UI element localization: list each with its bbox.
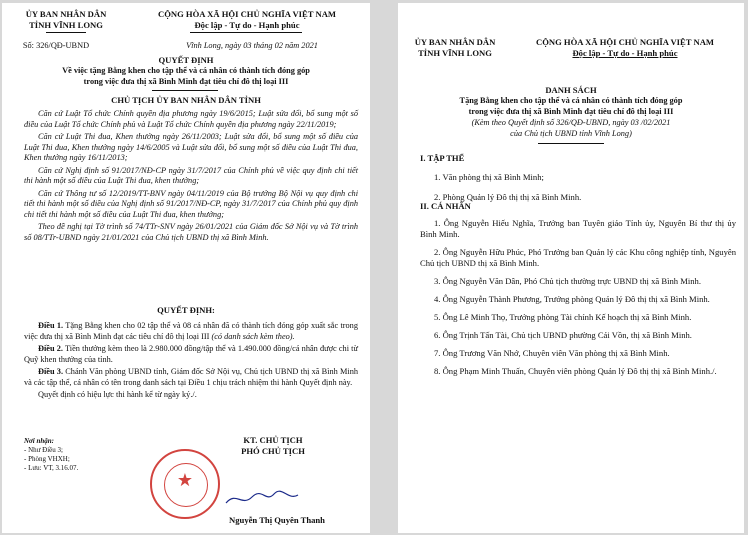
basis-3: Căn cứ Nghị định số 91/2017/NĐ-CP ngày 31/7/2017 của Chính phủ về việc quy định chi tiết thi hành một số điều của Luật Thi đua, khen thưởng; — [24, 165, 358, 185]
individual-7: 7. Ông Trương Văn Nhớ, Chuyên viên Văn phòng thị xã Bình Minh. — [434, 348, 670, 358]
recipient-1: - Như Điều 3; — [24, 446, 63, 454]
article-1-text: Tặng Bằng khen cho 02 tập thể và 08 cá nhân đã có thành tích đóng góp xuất sắc trong việc đưa thị xã Bình Minh đạt các tiêu chí đô thị loại III — [24, 321, 358, 341]
article-3-text: Chánh Văn phòng UBND tỉnh, Giám đốc Sở Nội vụ, Chủ tịch UBND thị xã Bình Minh và các tập thể, cá nhân có tên trong danh sách tại Điều 1 chịu trách nhiệm thi hành Quyết định này. — [24, 367, 358, 387]
collective-1: 1. Văn phòng thị xã Bình Minh; — [434, 172, 544, 182]
list-title: DANH SÁCH — [545, 85, 597, 95]
basis-1: Căn cứ Luật Tổ chức Chính quyền địa phương ngày 19/6/2015; Luật sửa đổi, bổ sung một số điều của Luật Tổ chức Chính phủ và Luật Tổ chức Chính quyền địa phương ngày 22/11/2019; — [24, 109, 358, 129]
decides-heading: QUYẾT ĐỊNH: — [157, 305, 215, 315]
agency-header — [6, 9, 126, 31]
nation-line2: Độc lập - Tự do - Hạnh phúc — [194, 20, 300, 30]
individual-8: 8. Ông Phạm Minh Thuấn, Chuyên viên phòng Quản lý Đô thị thị xã Bình Minh./. — [434, 366, 717, 376]
basis-4: Căn cứ Thông tư số 12/2019/TT-BNV ngày 04/11/2019 của Bộ trưởng Bộ Nội vụ quy định chi tiết thi hành một số điều của Nghị định số 91/2017/NĐ-CP, ngày 31/7/2017 của Chính phủ quy định chi tiết thi hành một số điều của Luật Thi đua, khen thưởng; — [24, 188, 358, 219]
individual-2: 2. Ông Nguyễn Hữu Phúc, Phó Trưởng ban Quản lý các Khu công nghiệp tỉnh, Nguyên Chủ tịch UBND thị xã Bình Minh. — [420, 247, 736, 268]
basis-2: Căn cứ Luật Thi đua, Khen thưởng ngày 26/11/2003; Luật sửa đổi, bổ sung một số điều của Luật Thi đua, Khen thưởng ngày 14/6/2005 và Luật sửa đổi, bổ sung một số điều của Luật Thi đua, Khen thưởng ngày 16/11/2013; — [24, 132, 358, 162]
recipient-2: - Phòng VHXH; — [24, 455, 70, 463]
recipients — [24, 437, 144, 473]
effect-clause: Quyết định có hiệu lực thi hành kể từ ngày ký./. — [38, 390, 197, 399]
decision-page — [2, 3, 370, 533]
individuals-section — [420, 201, 736, 377]
article-1 — [24, 321, 358, 342]
individual-1: 1. Ông Nguyễn Hiếu Nghĩa, Trưởng ban Tuyên giáo Tỉnh ủy, Nguyên Bí thư thị ủy Bình Minh. — [420, 218, 736, 239]
nation-line1: CỘNG HÒA XÃ HỘI CHỦ NGHĨA VIỆT NAM — [157, 9, 337, 19]
doc-number: Số: 326/QĐ-UBND — [22, 41, 90, 50]
subject-line1: Về việc tặng Bằng khen cho tập thể và cá nhân có thành tích đóng góp — [62, 66, 310, 75]
individual-3: 3. Ông Nguyễn Văn Dân, Phó Chủ tịch thường trực UBND thị xã Bình Minh. — [434, 276, 701, 286]
collectives-section — [420, 153, 734, 203]
nation-line1-right: CỘNG HÒA XÃ HỘI CHỦ NGHĨA VIỆT NAM — [535, 37, 715, 47]
nation-underline — [190, 32, 302, 33]
handwritten-signature — [222, 489, 302, 507]
article-3-label: Điều 3. — [38, 367, 64, 376]
attachment-note — [398, 118, 744, 139]
decision-title: QUYẾT ĐỊNH — [158, 55, 214, 65]
nation-header-right — [506, 37, 744, 59]
recipient-3: - Lưu: VT, 3.16.07. — [24, 464, 79, 472]
section-collectives: I. TẬP THỂ — [420, 153, 465, 163]
agency-line2-right: TỈNH VĨNH LONG — [418, 48, 492, 58]
legal-bases — [24, 109, 358, 243]
list-page — [398, 3, 744, 533]
subtitle-line2: trong việc đưa thị xã Bình Minh đạt tiêu chí đô thị loại III — [468, 106, 674, 116]
subject-line2: trong việc đưa thị xã Bình Minh đạt tiêu chí đô thị loại III — [83, 76, 289, 86]
agency-underline — [46, 32, 86, 33]
agency-line2: TỈNH VĨNH LONG — [29, 20, 103, 30]
list-subtitle — [398, 96, 744, 117]
article-2-label: Điều 2. — [38, 344, 63, 353]
section-individuals: II. CÁ NHÂN — [420, 201, 471, 211]
nation-line2-right: Độc lập - Tự do - Hạnh phúc — [572, 48, 678, 58]
attach-underline — [538, 143, 604, 144]
article-1-label: Điều 1. — [38, 321, 64, 330]
collective-2: 2. Phòng Quản lý Đô thị thị xã Bình Minh. — [434, 192, 582, 202]
agency-line1: ỦY BAN NHÂN DÂN — [25, 9, 107, 19]
individual-4: 4. Ông Nguyễn Thành Phương, Trưởng phòng Quản lý Đô thị thị xã Bình Minh. — [434, 294, 710, 304]
decision-subject — [2, 66, 370, 87]
place-date: Vĩnh Long, ngày 03 tháng 02 năm 2021 — [186, 41, 318, 50]
signer-name: Nguyễn Thị Quyên Thanh — [229, 515, 325, 525]
agency-header-right — [400, 37, 510, 59]
attach-line2: của Chủ tịch UBND tỉnh Vĩnh Long) — [510, 128, 632, 138]
articles — [24, 321, 358, 401]
sign-line1: KT. CHỦ TỊCH — [243, 435, 303, 445]
recipients-title: Nơi nhận: — [24, 437, 55, 445]
sign-line2: PHÓ CHỦ TỊCH — [241, 446, 305, 456]
authority: CHỦ TỊCH ỦY BAN NHÂN DÂN TỈNH — [111, 95, 261, 105]
article-2 — [24, 344, 358, 365]
subtitle-line1: Tặng Bằng khen cho tập thể và cá nhân có thành tích đóng góp — [459, 96, 683, 105]
nation-header — [124, 9, 370, 31]
agency-line1-right: ỦY BAN NHÂN DÂN — [414, 37, 496, 47]
article-2-text: Tiền thưởng kèm theo là 2.980.000 đồng/tập thể và 1.490.000 đồng/cá nhân được chi từ Quỹ khen thưởng của tỉnh. — [24, 344, 358, 364]
individual-5: 5. Ông Lê Minh Thọ, Trưởng phòng Tài chính Kế hoạch thị xã Bình Minh. — [434, 312, 692, 322]
article-1-note: (có danh sách kèm theo). — [211, 331, 295, 341]
individual-6: 6. Ông Trịnh Tấn Tài, Chủ tịch UBND phường Cái Vồn, thị xã Bình Minh. — [434, 330, 692, 340]
attach-line1: (Kèm theo Quyết định số 326/QĐ-UBND, ngày 03 /02/2021 — [471, 118, 671, 127]
basis-5: Theo đề nghị tại Tờ trình số 74/TTr-SNV ngày 26/01/2021 của Giám đốc Sở Nội vụ và Tờ trình số 08/TTr-UBND ngày 21/01/2021 của Chủ tịch UBND thị xã Bình Minh. — [24, 222, 358, 242]
article-3 — [24, 367, 358, 388]
signature-block — [198, 435, 348, 457]
star-seal-icon: ★ — [150, 449, 220, 519]
subject-underline — [152, 90, 218, 91]
